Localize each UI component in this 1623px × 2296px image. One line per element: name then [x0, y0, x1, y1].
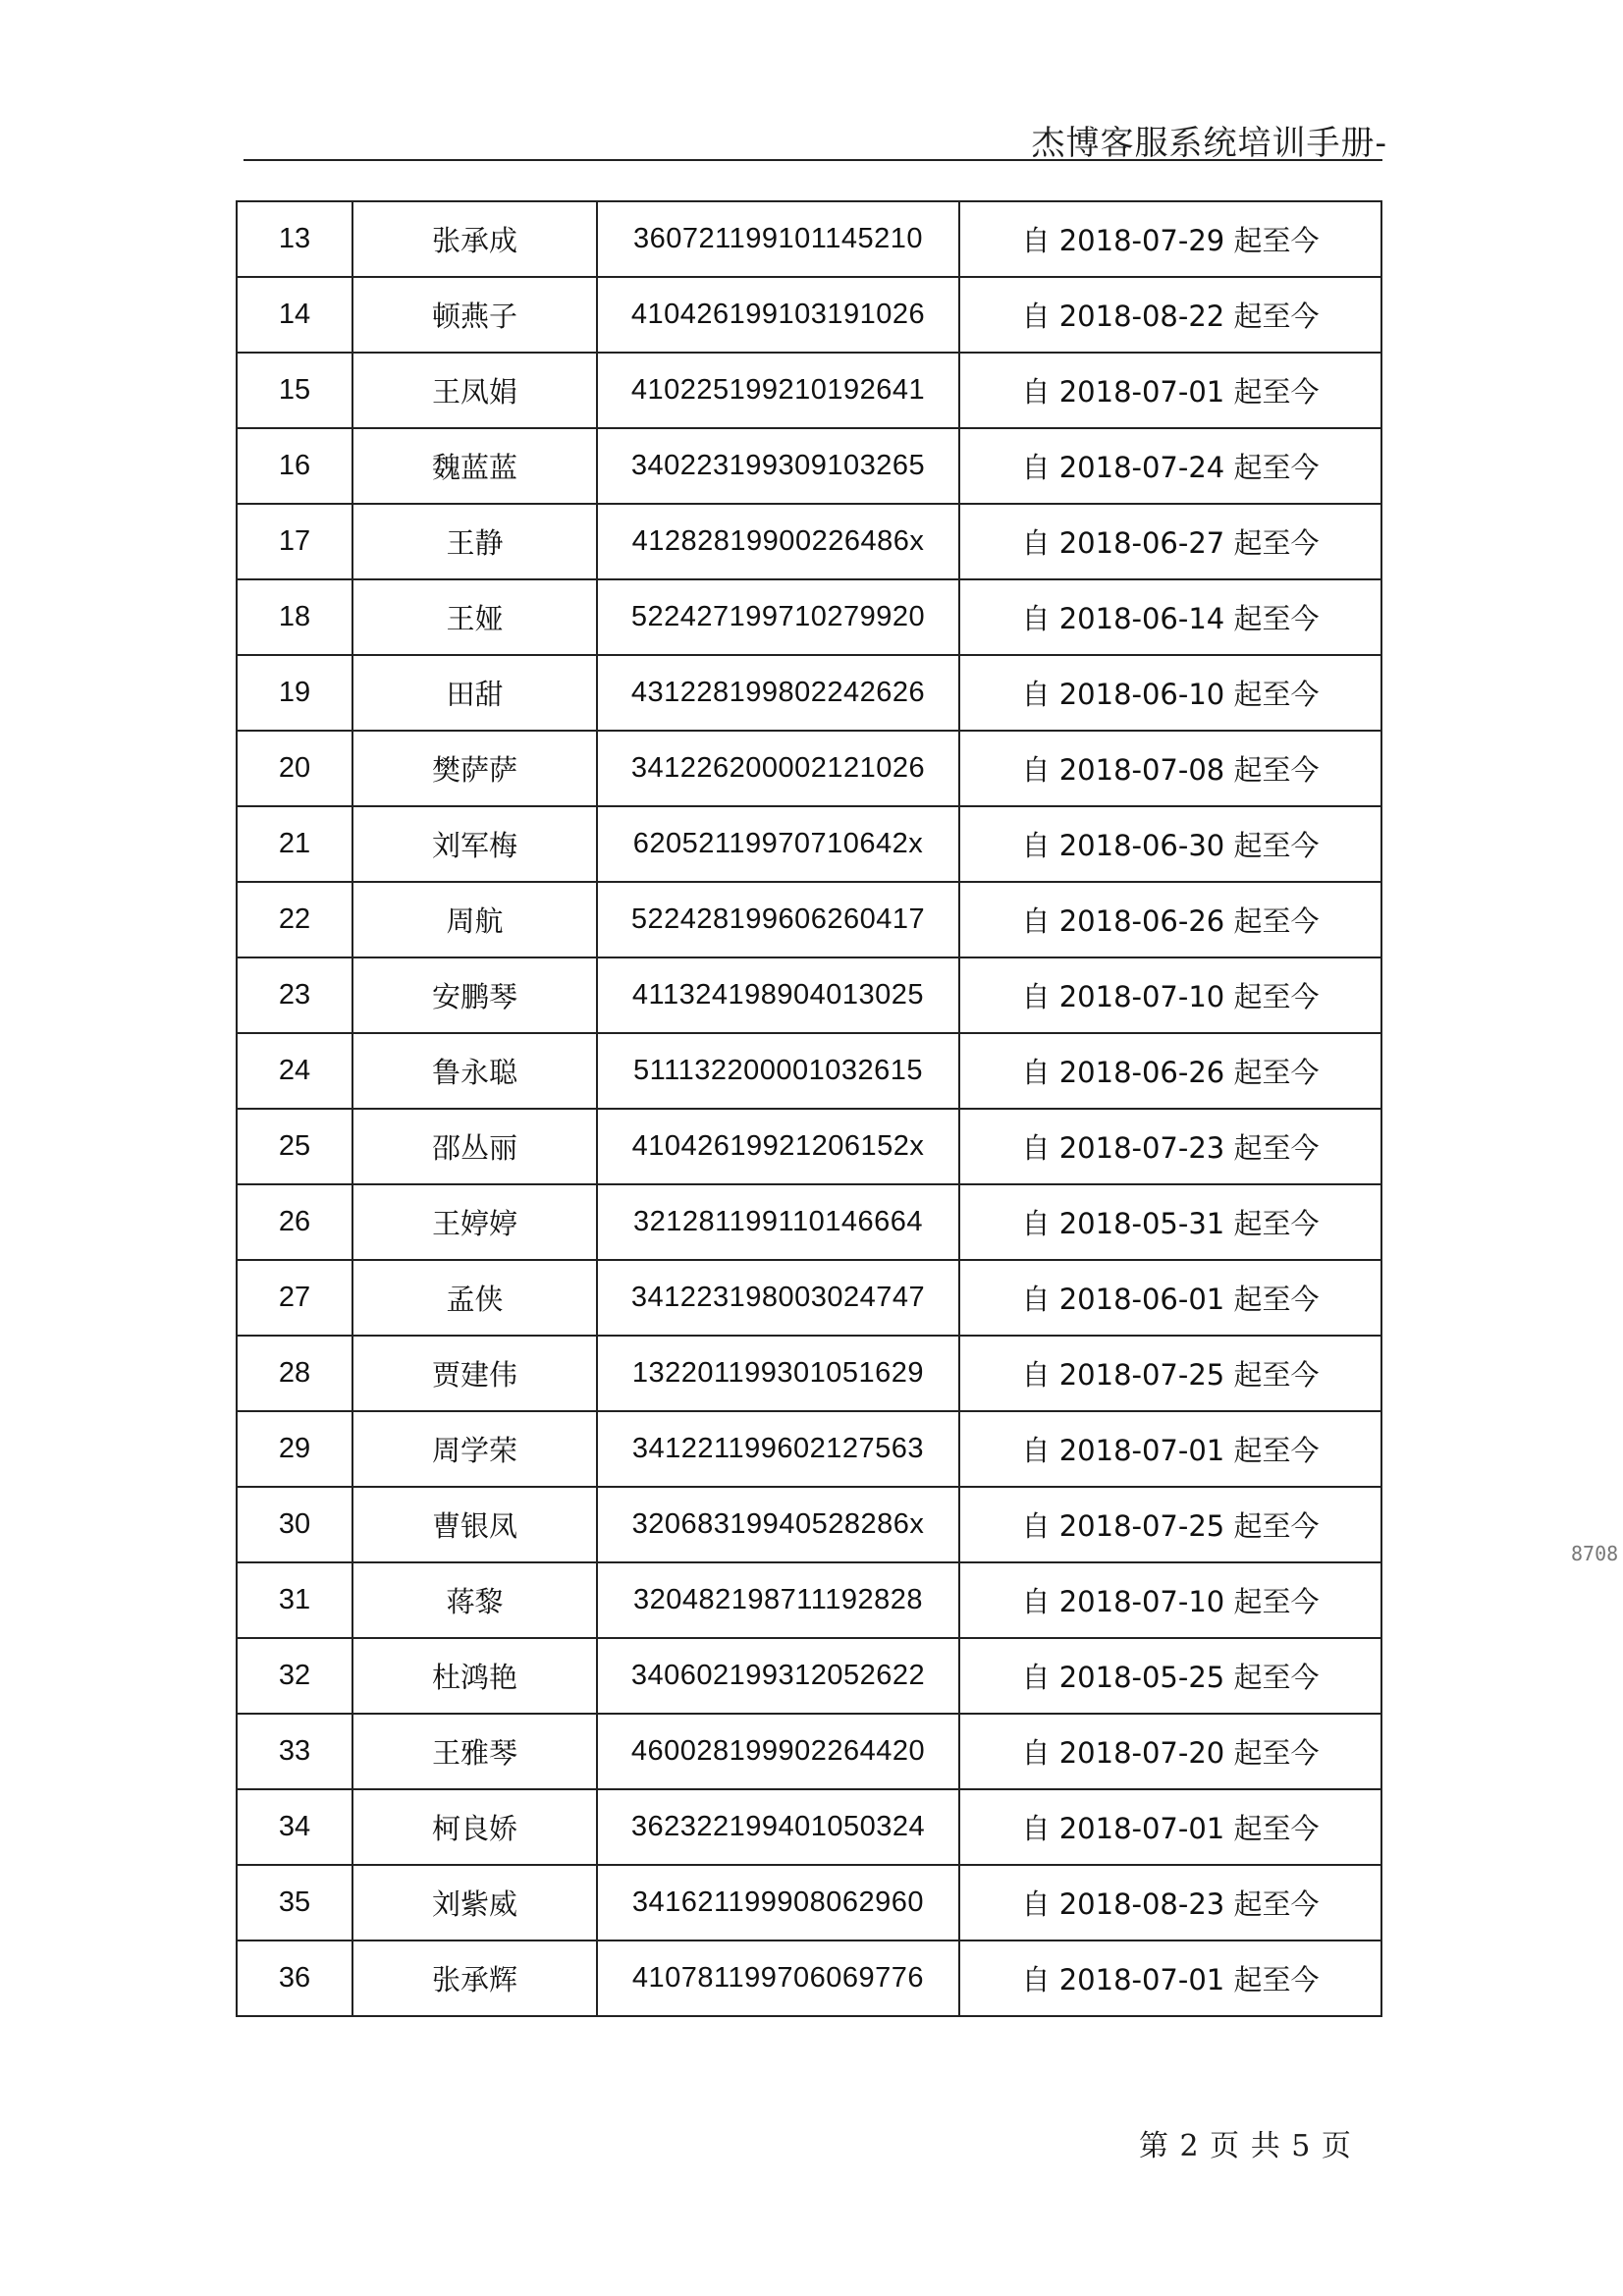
table-row [237, 1789, 1381, 1865]
row-number-cell: 35 [237, 1865, 352, 1941]
id-number-cell: 62052119970710642x [597, 806, 959, 882]
employment-period-cell: 自 2018-07-25 起至今 [959, 1336, 1381, 1411]
id-number-cell: 362322199401050324 [597, 1789, 959, 1865]
id-number-cell: 410426199103191026 [597, 277, 959, 353]
employment-period-cell: 自 2018-07-01 起至今 [959, 1411, 1381, 1487]
employee-name-cell: 王娅 [352, 579, 597, 655]
employment-period-cell: 自 2018-08-22 起至今 [959, 277, 1381, 353]
employee-name-cell: 柯良娇 [352, 1789, 597, 1865]
employment-period-cell: 自 2018-07-10 起至今 [959, 1562, 1381, 1638]
id-number-cell: 41282819900226486x [597, 504, 959, 579]
employee-name-cell: 周航 [352, 882, 597, 957]
id-number-cell: 32068319940528286x [597, 1487, 959, 1562]
employment-period-cell: 自 2018-07-29 起至今 [959, 201, 1381, 277]
employee-name-cell: 周学荣 [352, 1411, 597, 1487]
table-row [237, 1033, 1381, 1109]
table-row [237, 1109, 1381, 1184]
employee-name-cell: 王凤娟 [352, 353, 597, 428]
staff-table-container [236, 200, 1382, 2017]
table-row [237, 1714, 1381, 1789]
id-number-cell: 522427199710279920 [597, 579, 959, 655]
row-number-cell: 24 [237, 1033, 352, 1109]
row-number-cell: 34 [237, 1789, 352, 1865]
table-row [237, 655, 1381, 731]
row-number-cell: 13 [237, 201, 352, 277]
table-row [237, 1260, 1381, 1336]
employment-period-cell: 自 2018-06-30 起至今 [959, 806, 1381, 882]
row-number-cell: 30 [237, 1487, 352, 1562]
id-number-cell: 41042619921206152x [597, 1109, 959, 1184]
table-row [237, 1184, 1381, 1260]
id-number-cell: 321281199110146664 [597, 1184, 959, 1260]
staff-table-body [237, 201, 1381, 2016]
staff-table [236, 200, 1382, 2017]
employment-period-cell: 自 2018-07-01 起至今 [959, 1789, 1381, 1865]
employment-period-cell: 自 2018-06-01 起至今 [959, 1260, 1381, 1336]
row-number-cell: 31 [237, 1562, 352, 1638]
employment-period-cell: 自 2018-06-26 起至今 [959, 1033, 1381, 1109]
employee-name-cell: 樊萨萨 [352, 731, 597, 806]
employee-name-cell: 邵丛丽 [352, 1109, 597, 1184]
employee-name-cell: 蒋黎 [352, 1562, 597, 1638]
employment-period-cell: 自 2018-05-31 起至今 [959, 1184, 1381, 1260]
employee-name-cell: 王婷婷 [352, 1184, 597, 1260]
employment-period-cell: 自 2018-07-25 起至今 [959, 1487, 1381, 1562]
employment-period-cell: 自 2018-07-01 起至今 [959, 1941, 1381, 2016]
id-number-cell: 340223199309103265 [597, 428, 959, 504]
row-number-cell: 29 [237, 1411, 352, 1487]
employee-name-cell: 田甜 [352, 655, 597, 731]
employee-name-cell: 张承成 [352, 201, 597, 277]
row-number-cell: 16 [237, 428, 352, 504]
id-number-cell: 341226200002121026 [597, 731, 959, 806]
table-row [237, 1411, 1381, 1487]
employment-period-cell: 自 2018-06-27 起至今 [959, 504, 1381, 579]
employment-period-cell: 自 2018-07-10 起至今 [959, 957, 1381, 1033]
row-number-cell: 14 [237, 277, 352, 353]
table-row [237, 957, 1381, 1033]
document-header-title: 杰博客服系统培训手册- [1031, 124, 1387, 163]
id-number-cell: 320482198711192828 [597, 1562, 959, 1638]
table-row [237, 277, 1381, 353]
page-number-footer: 第 2 页 共 5 页 [1139, 2129, 1352, 2163]
row-number-cell: 33 [237, 1714, 352, 1789]
id-number-cell: 411324198904013025 [597, 957, 959, 1033]
employee-name-cell: 王雅琴 [352, 1714, 597, 1789]
table-row [237, 1941, 1381, 2016]
row-number-cell: 36 [237, 1941, 352, 2016]
table-row [237, 806, 1381, 882]
table-row [237, 1638, 1381, 1714]
employment-period-cell: 自 2018-07-23 起至今 [959, 1109, 1381, 1184]
employee-name-cell: 孟侠 [352, 1260, 597, 1336]
row-number-cell: 15 [237, 353, 352, 428]
table-row [237, 1336, 1381, 1411]
table-row [237, 882, 1381, 957]
id-number-cell: 341221199602127563 [597, 1411, 959, 1487]
row-number-cell: 20 [237, 731, 352, 806]
table-row [237, 579, 1381, 655]
employee-name-cell: 刘军梅 [352, 806, 597, 882]
id-number-cell: 341223198003024747 [597, 1260, 959, 1336]
employee-name-cell: 曹银凤 [352, 1487, 597, 1562]
employee-name-cell: 刘紫威 [352, 1865, 597, 1941]
id-number-cell: 431228199802242626 [597, 655, 959, 731]
row-number-cell: 21 [237, 806, 352, 882]
employee-name-cell: 顿燕子 [352, 277, 597, 353]
employee-name-cell: 张承辉 [352, 1941, 597, 2016]
table-row [237, 201, 1381, 277]
id-number-cell: 340602199312052622 [597, 1638, 959, 1714]
row-number-cell: 18 [237, 579, 352, 655]
employee-name-cell: 贾建伟 [352, 1336, 597, 1411]
row-number-cell: 22 [237, 882, 352, 957]
employment-period-cell: 自 2018-07-24 起至今 [959, 428, 1381, 504]
table-row [237, 1487, 1381, 1562]
row-number-cell: 27 [237, 1260, 352, 1336]
employment-period-cell: 自 2018-05-25 起至今 [959, 1638, 1381, 1714]
id-number-cell: 410781199706069776 [597, 1941, 959, 2016]
table-row [237, 353, 1381, 428]
header-rule [243, 159, 1382, 161]
row-number-cell: 32 [237, 1638, 352, 1714]
id-number-cell: 132201199301051629 [597, 1336, 959, 1411]
employee-name-cell: 魏蓝蓝 [352, 428, 597, 504]
margin-stamp-mark: 8708 [1571, 1542, 1619, 1565]
employment-period-cell: 自 2018-07-20 起至今 [959, 1714, 1381, 1789]
table-row [237, 428, 1381, 504]
employee-name-cell: 鲁永聪 [352, 1033, 597, 1109]
employment-period-cell: 自 2018-08-23 起至今 [959, 1865, 1381, 1941]
id-number-cell: 360721199101145210 [597, 201, 959, 277]
table-row [237, 504, 1381, 579]
id-number-cell: 511132200001032615 [597, 1033, 959, 1109]
row-number-cell: 25 [237, 1109, 352, 1184]
employment-period-cell: 自 2018-06-26 起至今 [959, 882, 1381, 957]
table-row [237, 731, 1381, 806]
row-number-cell: 19 [237, 655, 352, 731]
row-number-cell: 23 [237, 957, 352, 1033]
employment-period-cell: 自 2018-07-01 起至今 [959, 353, 1381, 428]
table-row [237, 1562, 1381, 1638]
employee-name-cell: 杜鸿艳 [352, 1638, 597, 1714]
id-number-cell: 410225199210192641 [597, 353, 959, 428]
row-number-cell: 28 [237, 1336, 352, 1411]
employee-name-cell: 安鹏琴 [352, 957, 597, 1033]
employee-name-cell: 王静 [352, 504, 597, 579]
employment-period-cell: 自 2018-06-10 起至今 [959, 655, 1381, 731]
employment-period-cell: 自 2018-06-14 起至今 [959, 579, 1381, 655]
employment-period-cell: 自 2018-07-08 起至今 [959, 731, 1381, 806]
id-number-cell: 522428199606260417 [597, 882, 959, 957]
table-row [237, 1865, 1381, 1941]
id-number-cell: 460028199902264420 [597, 1714, 959, 1789]
row-number-cell: 26 [237, 1184, 352, 1260]
row-number-cell: 17 [237, 504, 352, 579]
id-number-cell: 341621199908062960 [597, 1865, 959, 1941]
